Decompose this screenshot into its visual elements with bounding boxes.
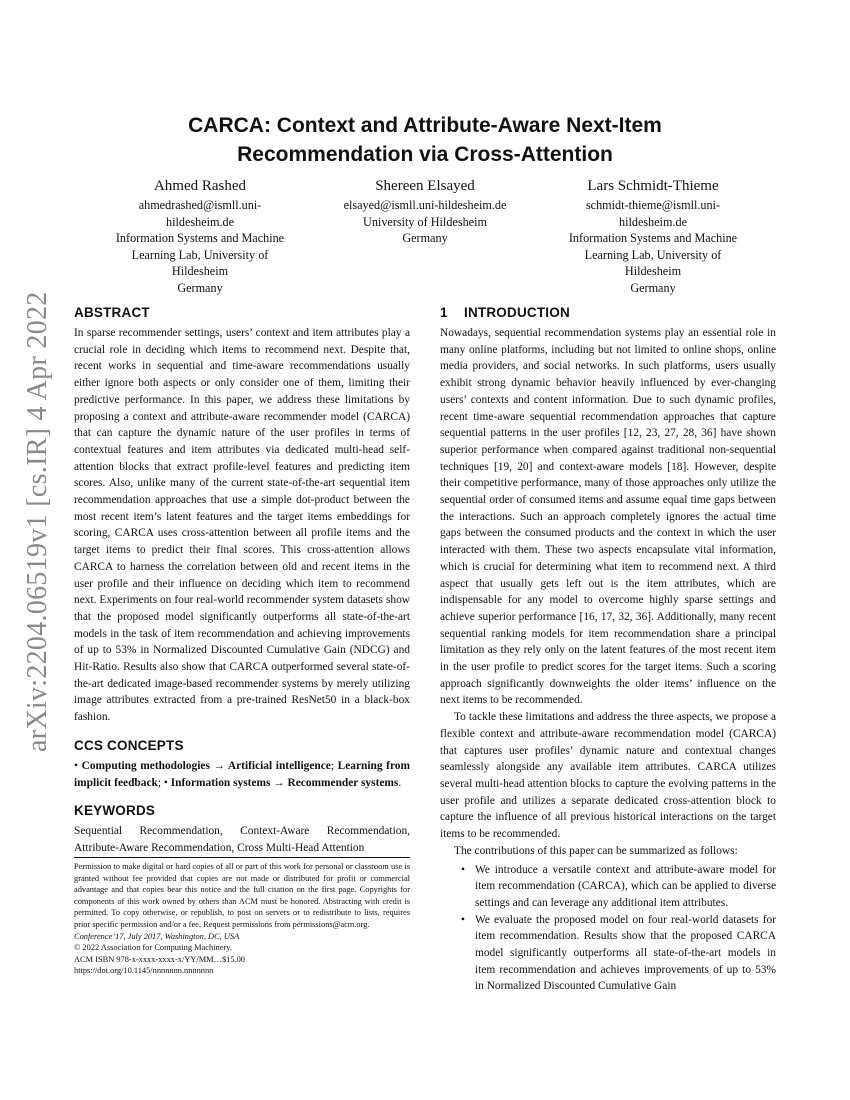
author-block bbox=[320, 176, 530, 247]
ccs-term: Recommender systems bbox=[287, 776, 399, 789]
list-item-text: We evaluate the proposed model on four real-world datasets for item recommendation. Results show that the proposed CARCA model significantly outperforms all state-of-the-art models in item recommendation and achieves improvements of up to 53% in Normalized Discounted Cumulative Gain bbox=[475, 913, 776, 993]
author-affiliation: Information Systems and Machine bbox=[568, 231, 738, 246]
author-email: ahmedrashed@ismll.uni- bbox=[138, 198, 262, 212]
author-email: schmidt-thieme@ismll.uni- bbox=[585, 198, 721, 212]
abstract-text: In sparse recommender settings, users’ context and item attributes play a crucial role in deciding which items to recommend next. Despite that, recent works in sequential and time-aware recommendations usually either ignore both aspects or only consider one of them, limiting their predictive performance. In this paper, we address these limitations by proposing a context and attribute-aware recommender model (CARCA) that can capture the dynamic nature of the user profiles in terms of contextual features and item attributes via dedicated multi-head self-attention blocks that extract profile-level features and predicting item scores. Also, unlike many of the current state-of-the-art sequential item recommendation approaches that use a simple dot-product between the most recent item’s latent features and the target items embeddings for scoring, CARCA uses cross-attention between all profile items and the target items to predict their final scores. This cross-attention allows CARCA to harness the correlation between old and recent items in the user profile and their influence on deciding which item to recommend next. Experiments on four real-world recommender system datasets show that the proposed model significantly outperforms all state-of-the-art models in the task of item recommendation and achieving improvements of up to 53% in Normalized Discounted Cumulative Gain (NDCG) and Hit-Ratio. Results also show that CARCA outperformed several state-of-the-art dedicated image-based recommender systems by merely utilizing image attributes extracted from a pre-trained ResNet50 in a black-box fashion. bbox=[74, 327, 410, 724]
ccs-term: Artificial intelligence bbox=[227, 759, 331, 772]
copyright-footnote bbox=[74, 857, 410, 977]
author-country: Germany bbox=[630, 280, 676, 295]
author-name: Lars Schmidt-Thieme bbox=[587, 178, 719, 194]
intro-paragraph: The contributions of this paper can be summarized as follows: bbox=[454, 844, 738, 857]
author-email-cont: hildesheim.de bbox=[165, 214, 235, 229]
list-item-text: We introduce a versatile context and attribute-aware model for item recommendation (CARCA), which can be applied to diverse settings and can leverage any additional item attributes. bbox=[475, 863, 776, 909]
right-column bbox=[440, 304, 776, 995]
author-country: Germany bbox=[177, 280, 223, 295]
contributions-list bbox=[440, 862, 776, 996]
left-column bbox=[74, 304, 410, 857]
author-country: Germany bbox=[402, 231, 448, 246]
author-name: Shereen Elsayed bbox=[375, 178, 475, 194]
ccs-term: Information systems bbox=[170, 776, 271, 789]
author-block bbox=[548, 176, 758, 297]
author-affiliation: Information Systems and Machine bbox=[115, 231, 285, 246]
isbn-line: ACM ISBN 978-x-xxxx-xxxx-x/YY/MM…$15.00 bbox=[74, 954, 245, 964]
keywords-heading: KEYWORDS bbox=[74, 803, 156, 819]
ccs-term: Computing methodologies bbox=[81, 759, 210, 772]
author-email-cont: hildesheim.de bbox=[618, 214, 688, 229]
permission-notice: Permission to make digital or hard copies of all or part of this work for personal or classroom use is granted without fee provided that copies are not made or distributed for profit or commercial advantage and that copies bear this notice and the full citation on the first page. Copyrights for components of this work owned by others than ACM must be honored. Abstracting with credit is permitted. To copy otherwise, or republish, to post on servers or to redistribute to lists, requires prior specific permission and/or a fee. Request permissions from permissions@acm.org. bbox=[74, 862, 410, 929]
list-item bbox=[461, 912, 776, 996]
bullet-icon: • bbox=[461, 863, 465, 876]
list-item bbox=[461, 862, 776, 912]
ccs-bullet: • bbox=[74, 759, 78, 772]
section-title: INTRODUCTION bbox=[464, 305, 570, 320]
introduction-section bbox=[440, 304, 776, 995]
arxiv-stamp: arXiv:2204.06519v1 [cs.IR] 4 Apr 2022 bbox=[22, 291, 53, 752]
intro-paragraph: To tackle these limitations and address the three aspects, we propose a flexible context and attribute-aware recommendation model (CARCA) that captures user profiles’ dynamic nature and contextual changes seamlessly alongside any available item attributes. CARCA utilizes several multi-head attention blocks to capture the evolving patterns in the user profile and utilizes a separate dedicated cross-attention block to capture the influence of all previous historical interactions on the target items to be recommended. bbox=[440, 711, 776, 841]
abstract-section bbox=[74, 304, 410, 726]
author-affiliation: Learning Lab, University of bbox=[584, 247, 722, 262]
author-name: Ahmed Rashed bbox=[153, 178, 247, 194]
title-line-2: Recommendation via Cross-Attention bbox=[237, 143, 613, 166]
doi-link[interactable]: https://doi.org/10.1145/nnnnnnn.nnnnnnn bbox=[74, 966, 214, 976]
arrow-icon: → bbox=[213, 759, 225, 772]
intro-paragraph: Nowadays, sequential recommendation systems play an essential role in many online platforms, including but not limited to online shops, online media providers, and social networks. In such platforms, users usually exhibit strong dynamic behavior heavily influenced by ever-changing users’ contexts and content information. Due to such dynamic profiles, recent time-aware sequential recommendation approaches that capture sequential patterns in the user profiles [12, 23, 27, 28, 36] have shown superior performance when compared against traditional non-sequential techniques [19, 20] and context-aware models [18]. However, despite their competitive performance, many of those approaches only utilize the sequential order of consumed items and assume equal time gaps between the interactions. Such an approach completely ignores the actual time gaps between the consumed products and the context in which the user interacted with them. These two aspects encapsulate vital information, which is crucial for determining what item to recommend next. A third aspect that usually gets left out is the item attributes, which are indispensable for any model to overcome highly sparse settings and achieve superior performance [16, 17, 32, 36]. Additionally, many recent sequential ranking models for item recommendation share a principal limitation as they rely only on the latent features of the most recent item in the user profile to predict scores for the target items. Such a scoring approach significantly downweights the older items’ influence on the next items to be recommended. bbox=[440, 327, 776, 707]
ccs-term: Learning from implicit feedback bbox=[74, 759, 410, 789]
author-block bbox=[95, 176, 305, 297]
author-affiliation: Hildesheim bbox=[624, 264, 682, 279]
conference-info: Conference’17, July 2017, Washington, DC, USA bbox=[74, 931, 240, 941]
introduction-heading bbox=[440, 304, 776, 322]
keywords-section bbox=[74, 802, 410, 856]
keywords-text: Sequential Recommendation, Context-Aware Recommendation, Attribute-Aware Recommendation, Cross Multi-Head Attention bbox=[74, 825, 410, 854]
copyright-line: © 2022 Association for Computing Machinery. bbox=[74, 943, 232, 953]
paper-title bbox=[100, 111, 750, 169]
author-affiliation: University of Hildesheim bbox=[363, 214, 487, 229]
ccs-concepts-section bbox=[74, 737, 410, 791]
author-email: elsayed@ismll.uni-hildesheim.de bbox=[343, 198, 507, 212]
abstract-heading: ABSTRACT bbox=[74, 305, 150, 320]
ccs-heading: CCS CONCEPTS bbox=[74, 737, 184, 753]
arrow-icon: → bbox=[273, 776, 285, 789]
ccs-bullet: • bbox=[163, 776, 168, 789]
author-affiliation: Hildesheim bbox=[171, 264, 229, 279]
author-affiliation: Learning Lab, University of bbox=[131, 247, 269, 262]
ccs-text: • Computing methodologies → Artificial intelligence; Learning from implicit feedback; • Information systems → Recommender systems. bbox=[74, 759, 410, 789]
section-number: 1 bbox=[440, 305, 448, 320]
title-line-1: CARCA: Context and Attribute-Aware Next-Item bbox=[188, 114, 662, 137]
bullet-icon: • bbox=[461, 913, 465, 926]
